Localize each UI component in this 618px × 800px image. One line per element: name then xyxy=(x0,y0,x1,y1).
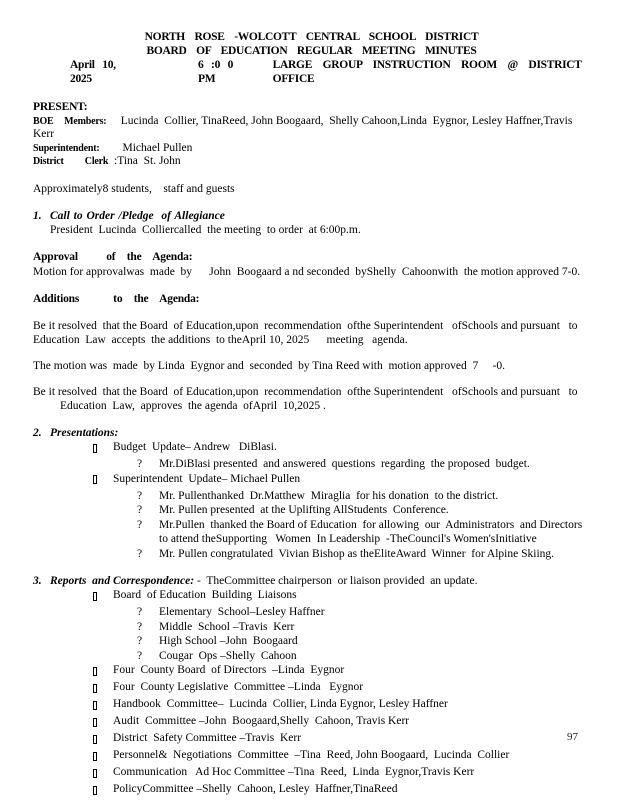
section-3-heading xyxy=(33,574,590,588)
present-section xyxy=(33,101,590,169)
header-line-2: BOARD OF EDUCATION REGULAR MEETING MINUTES xyxy=(146,45,477,57)
list-item-text: Elementary School–Lesley Haffner xyxy=(159,606,325,618)
list-item xyxy=(93,714,590,731)
box-glyph xyxy=(93,444,97,453)
approval-body: Motion for approvalwas made by John Boogaard a nd seconded byShelly Cahoonwith the motion approved 7-0. xyxy=(33,265,581,278)
question-bullet-icon: ? xyxy=(137,504,143,516)
section-1-number: 1. xyxy=(33,210,42,222)
list-item-text: Personnel& Negotiations Committee –Tina Reed, John Boogaard, Lucinda Collier xyxy=(113,749,510,761)
superintendent-value: Michael Pullen xyxy=(99,141,193,154)
section-2-number: 2. xyxy=(33,427,42,439)
box-bullet-icon xyxy=(93,663,113,680)
reports-list xyxy=(33,588,590,799)
meeting-date: April 10, 2025 xyxy=(70,59,124,85)
box-glyph xyxy=(93,701,97,710)
section-2-heading xyxy=(33,426,590,440)
list-item-text: Cougar Ops –Shelly Cahoon xyxy=(159,649,297,662)
meeting-location: LARGE GROUP INSTRUCTION ROOM @ DISTRICT OFFICE xyxy=(272,59,593,85)
list-item-text: Mr. Pullenthanked Dr.Matthew Miraglia for his donation to the district. xyxy=(159,489,499,502)
section-3-title: Reports and Correspondence: xyxy=(50,575,195,587)
section-3-number: 3. xyxy=(33,575,42,587)
approval-heading: Approval of the Agenda: xyxy=(33,251,193,263)
list-item xyxy=(93,731,590,748)
box-bullet-icon xyxy=(93,588,113,605)
box-glyph xyxy=(93,735,97,744)
list-item xyxy=(137,605,590,620)
attendance-note: Approximately8 students, staff and guests xyxy=(33,182,235,195)
call-to-order-body: President Lucinda Colliercalled the meeting to order at 6:00p.m. xyxy=(50,224,361,236)
box-bullet-icon xyxy=(93,697,113,714)
list-item-text: Mr. Pullen congratulated Vivian Bishop as theEliteAward Winner for Alpine Skiing. xyxy=(159,547,555,560)
question-bullet-icon: ? xyxy=(137,620,143,633)
additions-heading: Additions to the Agenda: xyxy=(33,292,200,305)
box-bullet-icon xyxy=(93,680,113,697)
box-bullet-icon xyxy=(93,782,113,799)
question-bullet-icon: ? xyxy=(137,547,143,560)
list-item xyxy=(137,457,590,472)
list-item-text: Mr. Pullen presented at the Uplifting AllStudents Conference. xyxy=(159,504,449,516)
list-item xyxy=(93,440,590,457)
district-clerk-line xyxy=(33,155,590,169)
box-bullet-icon xyxy=(93,731,113,748)
question-bullet-icon: ? xyxy=(137,635,143,647)
list-item xyxy=(137,518,590,547)
list-item xyxy=(137,503,590,518)
boe-members-line xyxy=(33,115,590,142)
header-line-1: NORTH ROSE -WOLCOTT CENTRAL SCHOOL DISTRICT xyxy=(144,31,479,43)
district-clerk-value: :Tina St. John xyxy=(108,155,181,167)
list-item-text: PolicyCommittee –Shelly Cahoon, Lesley Haffner,TinaReed xyxy=(113,783,398,795)
header-line-3 xyxy=(33,58,593,86)
box-glyph xyxy=(93,769,97,778)
list-item xyxy=(93,765,590,782)
superintendent-line xyxy=(33,142,590,156)
list-item xyxy=(93,748,590,765)
page-number: 97 xyxy=(567,731,578,743)
list-item-text: Handbook Committee– Lucinda Collier, Linda Eygnor, Lesley Haffner xyxy=(113,698,448,710)
box-glyph xyxy=(93,475,97,484)
list-item xyxy=(137,547,590,562)
presentations-list xyxy=(33,440,590,561)
superintendent-label: Superintendent: xyxy=(33,142,100,154)
list-item xyxy=(93,588,590,605)
box-bullet-icon xyxy=(93,472,113,489)
list-item xyxy=(93,472,590,489)
list-item-text: Middle School –Travis Kerr xyxy=(159,620,295,633)
section-3-subtitle: - TheCommittee chairperson or liaison provided an update. xyxy=(194,575,478,587)
list-item-text: Mr.Pullen thanked the Board of Education for allowing our Administrators and Directors to attend theSupporting Women In Leadership -TheCouncil's Women'sInitiative xyxy=(159,518,586,545)
box-glyph xyxy=(93,752,97,761)
list-item-text: Communication Ad Hoc Committee –Tina Reed, Linda Eygnor,Travis Kerr xyxy=(113,766,475,778)
list-item xyxy=(93,663,590,680)
district-clerk-label: District Clerk xyxy=(33,156,109,167)
resolution-paragraph-2: Be it resolved that the Board of Education,upon recommendation ofthe Superintendent ofSchools and pursuant to Education Law, approves the agenda ofApril 10,2025 . xyxy=(33,386,581,412)
box-bullet-icon xyxy=(93,748,113,765)
resolution-paragraph-1: Be it resolved that the Board of Education,upon recommendation ofthe Superintendent ofSchools and pursuant to Education Law accepts the additions to theApril 10, 2025 meeting agenda. xyxy=(33,320,581,346)
question-bullet-icon: ? xyxy=(137,489,143,502)
question-bullet-icon: ? xyxy=(137,518,143,531)
list-item xyxy=(137,489,590,504)
box-glyph xyxy=(93,684,97,693)
list-item-text: Budget Update– Andrew DiBlasi. xyxy=(113,441,277,453)
meeting-time: 6 :0 0 PM xyxy=(198,59,241,85)
list-item xyxy=(137,620,590,635)
list-item-text: District Safety Committee –Travis Kerr xyxy=(113,732,302,744)
list-item-text: Mr.DiBlasi presented and answered questions regarding the proposed budget. xyxy=(159,458,530,470)
box-glyph xyxy=(93,667,97,676)
boe-members-label: BOE Members: xyxy=(33,115,107,127)
list-item xyxy=(93,782,590,799)
box-bullet-icon xyxy=(93,765,113,782)
present-label: PRESENT: xyxy=(33,101,88,113)
box-glyph xyxy=(93,718,97,727)
boe-members-value: Lucinda Collier, TinaReed, John Boogaard, Shelly Cahoon,Linda Eygnor, Lesley Haffner,Travis Kerr xyxy=(33,114,576,140)
section-2-title: Presentations: xyxy=(50,427,119,439)
box-bullet-icon xyxy=(93,714,113,731)
box-bullet-icon xyxy=(93,440,113,457)
list-item xyxy=(93,680,590,697)
list-item-text: Board of Education Building Liaisons xyxy=(113,589,297,601)
list-item xyxy=(137,634,590,649)
box-glyph xyxy=(93,592,97,601)
list-item xyxy=(93,697,590,714)
list-item-text: Superintendent Update– Michael Pullen xyxy=(113,472,301,485)
question-bullet-icon: ? xyxy=(137,649,143,662)
list-item-text: Four County Legislative Committee –Linda Eygnor xyxy=(113,681,364,693)
list-item-text: High School –John Boogaard xyxy=(159,635,298,647)
section-1-heading xyxy=(33,209,590,223)
list-item-text: Four County Board of Directors –Linda Eygnor xyxy=(113,664,345,676)
question-bullet-icon: ? xyxy=(137,458,143,470)
motion-paragraph: The motion was made by Linda Eygnor and seconded by Tina Reed with motion approved 7 -0. xyxy=(33,360,506,372)
box-glyph xyxy=(93,786,97,795)
question-bullet-icon: ? xyxy=(137,606,143,618)
list-item-text: Audit Committee –John Boogaard,Shelly Cahoon, Travis Kerr xyxy=(113,715,410,727)
list-item xyxy=(137,649,590,664)
section-1-title: Call to Order /Pledge of Allegiance xyxy=(50,210,225,222)
